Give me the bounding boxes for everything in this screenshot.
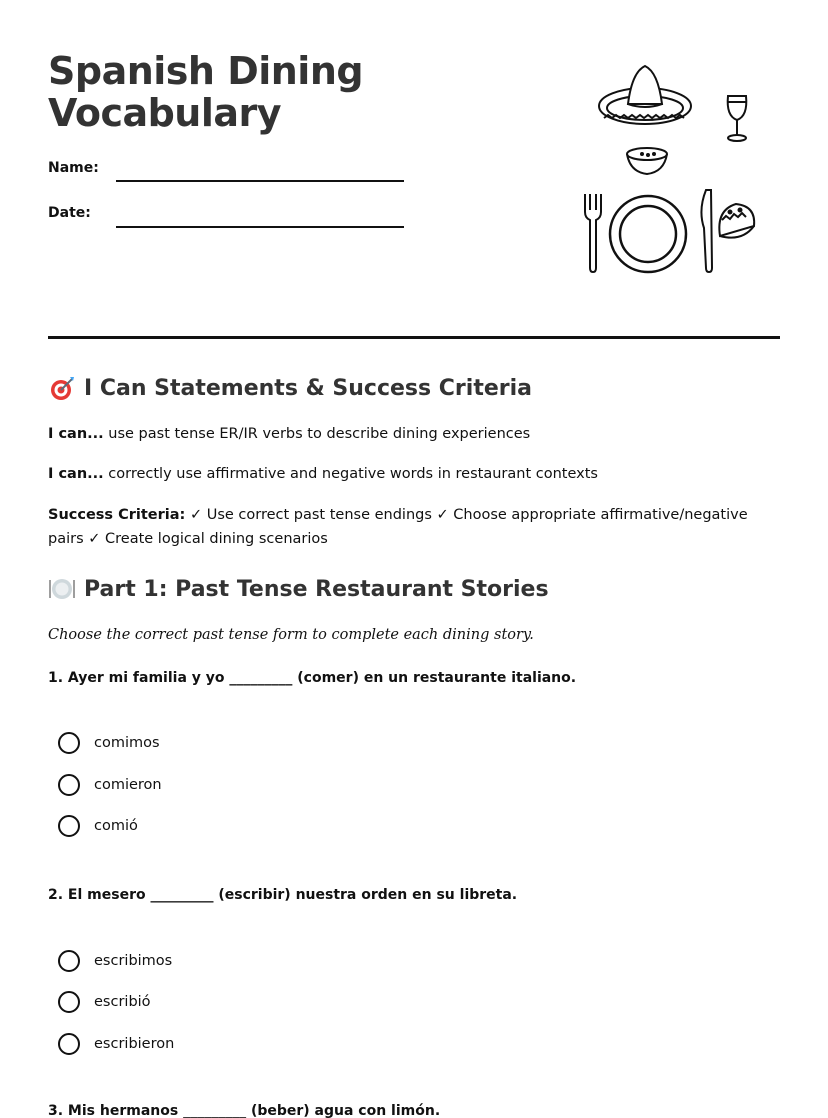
fork-icon (585, 194, 601, 272)
success-criteria (48, 503, 778, 551)
radio-button[interactable] (58, 1033, 80, 1055)
sombrero-icon (599, 66, 691, 124)
radio-button[interactable] (58, 774, 80, 796)
question-1-option-3[interactable] (58, 815, 138, 837)
section-title-part1-text: Part 1: Past Tense Restaurant Stories (84, 576, 549, 602)
dining-illustration (570, 60, 770, 280)
question-1: 1. Ayer mi familia y yo _________ (comer) en un restaurante italiano. (48, 670, 577, 686)
question-1-option-2[interactable] (58, 774, 162, 796)
can-statement-1-label: I can... (48, 426, 104, 442)
radio-button[interactable] (58, 991, 80, 1013)
salsa-bowl-icon (627, 148, 667, 174)
can-statement-2-text: correctly use affirmative and negative words in restaurant contexts (103, 466, 598, 482)
success-criteria-label: Success Criteria: (48, 507, 186, 523)
can-statement-1-text: use past tense ER/IR verbs to describe dining experiences (103, 426, 531, 442)
plate-icon (48, 575, 76, 603)
name-field[interactable] (116, 180, 404, 182)
option-label: comió (94, 818, 138, 834)
option-label: escribió (94, 994, 151, 1010)
option-label: escribieron (94, 1036, 175, 1052)
question-1-option-1[interactable] (58, 732, 160, 754)
option-label: comieron (94, 777, 162, 793)
taco-icon (719, 204, 754, 238)
section-title-i-can (48, 374, 532, 402)
section-title-part1 (48, 575, 549, 603)
can-statement-2 (48, 462, 778, 486)
option-label: escribimos (94, 953, 173, 969)
radio-button[interactable] (58, 950, 80, 972)
page-title (48, 50, 363, 134)
question-3: 3. Mis hermanos _________ (beber) agua con limón. (48, 1103, 441, 1118)
plate-icon (610, 196, 686, 272)
radio-button[interactable] (58, 732, 80, 754)
name-label: Name: (48, 160, 99, 176)
section-title-i-can-text: I Can Statements & Success Criteria (84, 375, 532, 401)
part1-instruction: Choose the correct past tense form to complete each dining story. (48, 627, 534, 643)
page-title-line2: Vocabulary (48, 91, 282, 135)
question-2-option-2[interactable] (58, 991, 151, 1013)
header-divider (48, 336, 780, 339)
radio-button[interactable] (58, 815, 80, 837)
can-statement-1 (48, 422, 778, 446)
date-label: Date: (48, 205, 91, 221)
knife-icon (701, 190, 712, 272)
can-statement-2-label: I can... (48, 466, 104, 482)
wine-glass-icon (728, 96, 747, 141)
success-criteria-text: ✓ Use correct past tense endings ✓ Choose appropriate affirmative/negative pairs ✓ Create logical dining scenarios (48, 507, 748, 547)
page-title-line1: Spanish Dining (48, 49, 364, 93)
question-2: 2. El mesero _________ (escribir) nuestra orden en su libreta. (48, 887, 518, 903)
question-2-option-1[interactable] (58, 950, 172, 972)
question-2-option-3[interactable] (58, 1033, 174, 1055)
target-icon (48, 374, 76, 402)
date-field[interactable] (116, 226, 404, 228)
option-label: comimos (94, 735, 160, 751)
